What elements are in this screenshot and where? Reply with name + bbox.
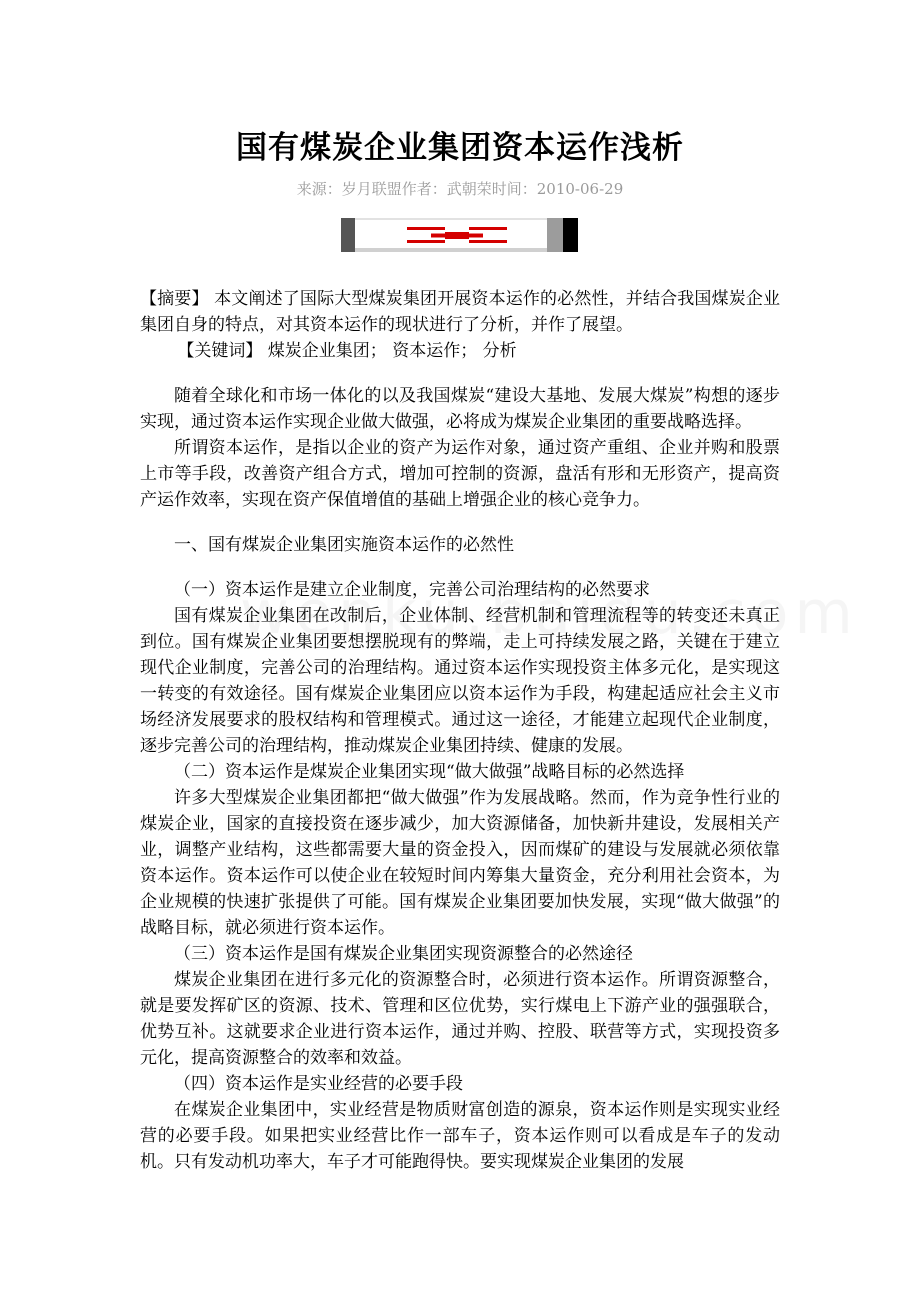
- banner-right-grey-bar: [547, 218, 563, 252]
- abstract: 【摘要】 本文阐述了国际大型煤炭集团开展资本运作的必然性，并结合我国煤炭企业集团自身的特点，对其资本运作的现状进行了分析，并作了展望。: [140, 289, 780, 335]
- document-title: 国有煤炭企业集团资本运作浅析: [236, 130, 684, 166]
- banner-left-bar: [341, 218, 355, 252]
- banner-ornament-icon: [401, 226, 513, 244]
- intro-paragraph-2: 所谓资本运作，是指以企业的资产为运作对象，通过资产重组、企业并购和股票上市等手段，改善资产组合方式，增加可控制的资源，盘活有形和无形资产，提高资产运作效率，实现在资产保值增值的基础上增强企业的核心竞争力。: [140, 438, 780, 510]
- subsection-heading-1: （一）资本运作是建立企业制度，完善公司治理结构的必然要求: [174, 580, 650, 600]
- subsection-body-4: 在煤炭企业集团中，实业经营是物质财富创造的源泉，资本运作则是实现实业经营的必要手段。如果把实业经营比作一部车子，资本运作则可以看成是车子的发动机。只有发动机功率大，车子才可能跑得快。要实现煤炭企业集团的发展: [140, 1100, 780, 1172]
- section-heading: 一、国有煤炭企业集团实施资本运作的必然性: [174, 535, 514, 555]
- subsection-body-3: 煤炭企业集团在进行多元化的资源整合时，必须进行资本运作。所谓资源整合，就是要发挥矿区的资源、技术、管理和区位优势，实行煤电上下游产业的强强联合，优势互补。这就要求企业进行资本运作，通过并购、控股、联营等方式，实现投资多元化，提高资源整合的效率和效益。: [140, 970, 780, 1068]
- decorative-banner: [341, 218, 578, 252]
- banner-right-black-bar: [563, 218, 578, 252]
- document-body: [140, 286, 780, 1175]
- keywords: 【关键词】 煤炭企业集团； 资本运作； 分析: [177, 341, 517, 361]
- subsection-body-1: 国有煤炭企业集团在改制后，企业体制、经营机制和管理流程等的转变还未真正到位。国有煤炭企业集团要想摆脱现有的弊端，走上可持续发展之路，关键在于建立现代企业制度，完善公司的治理结构。通过资本运作实现投资主体多元化，是实现这一转变的有效途径。国有煤炭企业集团应以资本运作为手段，构建起适应社会主义市场经济发展要求的股权结构和管理模式。通过这一途径，才能建立起现代企业制度，逐步完善公司的治理结构，推动煤炭企业集团持续、健康的发展。: [140, 606, 780, 756]
- document-meta: 来源：岁月联盟作者：武朝荣时间：2010-06-29: [296, 180, 624, 198]
- intro-paragraph-1: 随着全球化和市场一体化的以及我国煤炭“建设大基地、发展大煤炭”构想的逐步实现，通过资本运作实现企业做大做强，必将成为煤炭企业集团的重要战略选择。: [140, 386, 780, 432]
- subsection-heading-4: （四）资本运作是实业经营的必要手段: [174, 1074, 463, 1094]
- banner-bottom-edge: [355, 248, 547, 252]
- subsection-heading-2: （二）资本运作是煤炭企业集团实现“做大做强”战略目标的必然选择: [174, 762, 685, 782]
- subsection-body-2: 许多大型煤炭企业集团都把“做大做强”作为发展战略。然而，作为竞争性行业的煤炭企业，国家的直接投资在逐步减少，加大资源储备，加快新井建设，发展相关产业，调整产业结构，这些都需要大量的资金投入，因而煤矿的建设与发展就必须依靠资本运作。资本运作可以使企业在较短时间内筹集大量资金，充分利用社会资本，为企业规模的快速扩张提供了可能。国有煤炭企业集团要加快发展，实现“做大做强”的战略目标，就必须进行资本运作。: [140, 788, 780, 938]
- banner-top-edge: [355, 218, 547, 220]
- subsection-heading-3: （三）资本运作是国有煤炭企业集团实现资源整合的必然途径: [174, 944, 633, 964]
